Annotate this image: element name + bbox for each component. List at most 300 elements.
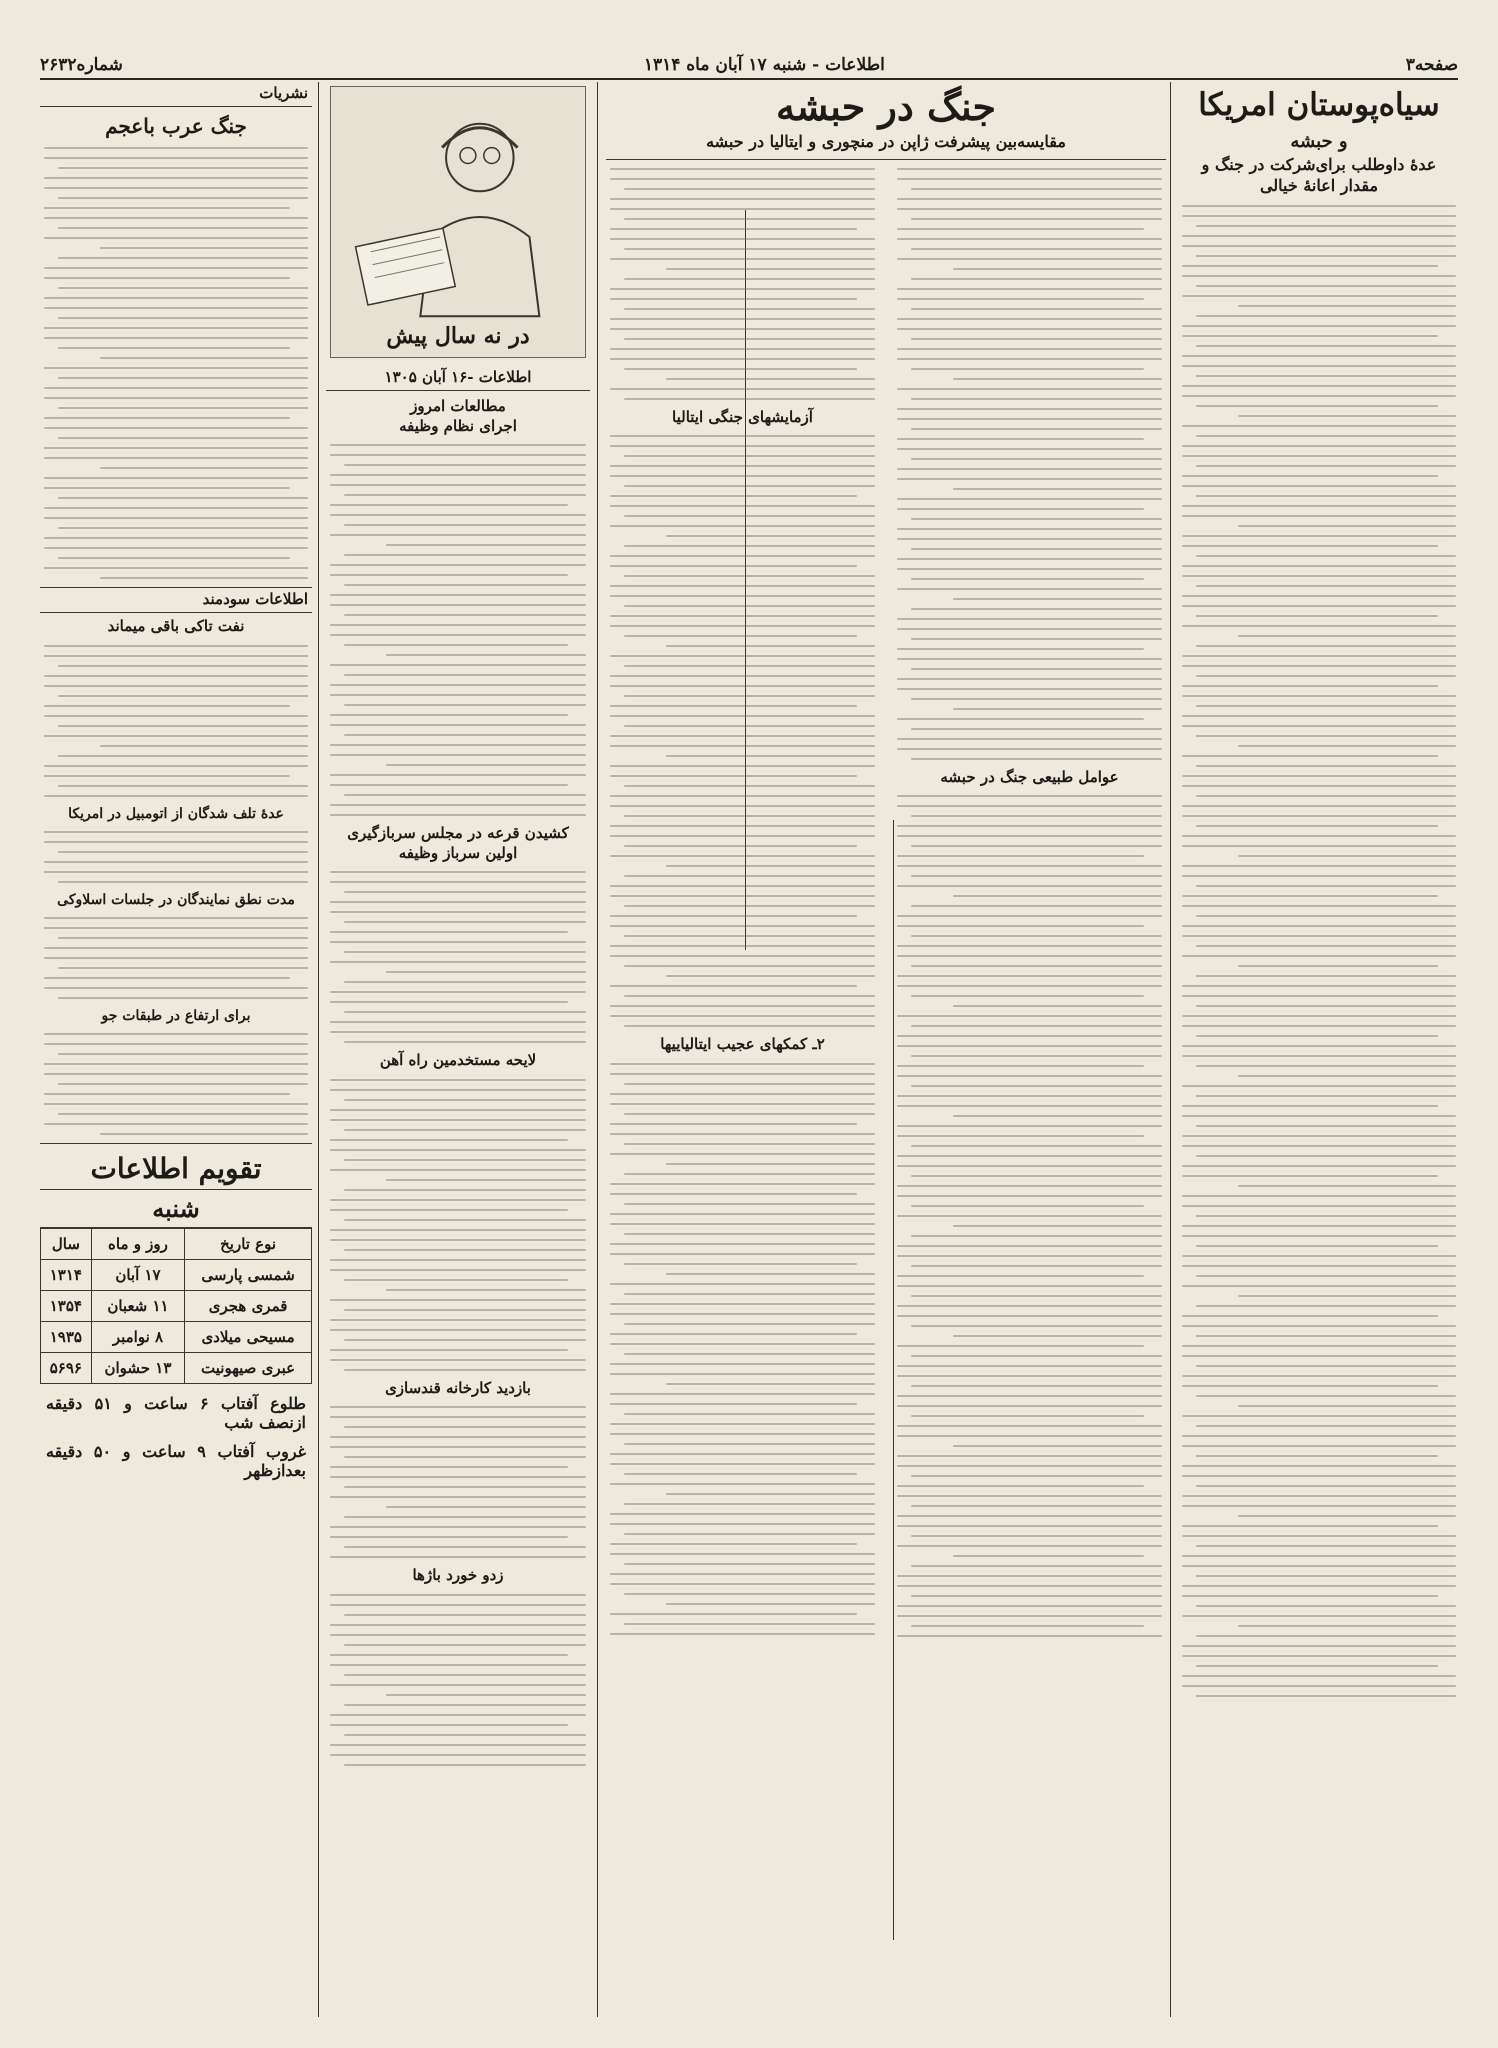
- text-line: [897, 648, 1144, 650]
- text-line: [344, 951, 586, 953]
- text-line: [330, 1466, 568, 1468]
- text-line: [330, 1654, 568, 1656]
- text-line: [1182, 1645, 1456, 1647]
- text-line: [344, 1309, 586, 1311]
- text-line: [624, 575, 875, 577]
- text-line: [330, 1079, 586, 1081]
- text-line: [610, 1253, 875, 1255]
- text-line: [666, 1273, 875, 1275]
- text-line: [897, 1435, 1162, 1437]
- text-line: [1196, 285, 1456, 287]
- text-line: [1196, 255, 1456, 257]
- text-line: [610, 585, 875, 587]
- text-line: [624, 1025, 875, 1027]
- text-line: [953, 378, 1162, 380]
- text-line: [1182, 685, 1438, 687]
- text-lines: [40, 1033, 312, 1135]
- text-line: [1196, 1455, 1438, 1457]
- text-line: [953, 1445, 1162, 1447]
- table-row: شمسی پارسی ۱۷ آبان ۱۳۱۴: [41, 1260, 312, 1291]
- calendar-title: تقویم اطلاعات: [90, 1152, 262, 1186]
- text-line: [1182, 1475, 1456, 1477]
- text-line: [610, 258, 875, 260]
- text-lines: [326, 1079, 590, 1371]
- section-label: اطلاعات سودمند: [40, 587, 312, 613]
- text-line: [330, 1556, 586, 1558]
- text-line: [911, 1175, 1162, 1177]
- text-line: [624, 785, 875, 787]
- text-line: [44, 387, 308, 389]
- article-title: سیاه‌پوستان امریکا: [1198, 87, 1440, 123]
- text-line: [953, 895, 1162, 897]
- text-line: [666, 1603, 875, 1605]
- text-line: [330, 1031, 586, 1033]
- text-line: [911, 1145, 1162, 1147]
- date-line: اطلاعات -۱۶ آبان ۱۳۰۵: [326, 366, 590, 391]
- publications-column: [40, 82, 312, 2017]
- text-line: [58, 851, 308, 853]
- text-line: [1196, 795, 1456, 797]
- text-line: [330, 754, 586, 756]
- text-line: [624, 1503, 875, 1505]
- text-line: [624, 965, 875, 967]
- text-line: [610, 1303, 875, 1305]
- text-line: [44, 735, 308, 737]
- text-line: [610, 238, 875, 240]
- text-line: [610, 945, 875, 947]
- sunrise-time: طلوع آفتاب ۶ ساعت و ۵۱ دقیقه ازنصف شب: [46, 1394, 306, 1433]
- text-line: [100, 357, 308, 359]
- text-line: [610, 925, 875, 927]
- text-line: [666, 268, 875, 270]
- text-line: [666, 1163, 875, 1165]
- text-line: [610, 1193, 857, 1195]
- calendar-day: شنبه: [40, 1189, 312, 1228]
- text-line: [1182, 865, 1456, 867]
- text-line: [44, 337, 308, 339]
- text-line: [1182, 1555, 1456, 1557]
- text-line: [330, 1714, 586, 1716]
- text-lines: [326, 871, 590, 1043]
- text-line: [897, 388, 1162, 390]
- text-line: [44, 947, 308, 949]
- text-line: [1196, 1125, 1456, 1127]
- text-line: [624, 995, 875, 997]
- text-line: [386, 654, 586, 656]
- text-line: [897, 805, 1162, 807]
- text-line: [897, 1465, 1162, 1467]
- text-line: [44, 685, 308, 687]
- text-line: [1196, 885, 1456, 887]
- text-line: [897, 1455, 1162, 1457]
- text-line: [330, 961, 586, 963]
- text-line: [897, 1545, 1162, 1547]
- text-line: [330, 1329, 586, 1331]
- text-line: [666, 975, 875, 977]
- text-line: [1196, 1605, 1456, 1607]
- text-line: [330, 744, 586, 746]
- text-line: [344, 1486, 586, 1488]
- text-line: [953, 598, 1162, 600]
- text-line: [624, 935, 875, 937]
- text-line: [1196, 495, 1456, 497]
- text-line: [610, 298, 857, 300]
- text-line: [666, 1383, 875, 1385]
- text-line: [1182, 1105, 1438, 1107]
- text-line: [1196, 1275, 1456, 1277]
- text-line: [1182, 1315, 1438, 1317]
- text-line: [610, 745, 875, 747]
- text-line: [58, 437, 308, 439]
- text-line: [610, 1063, 875, 1065]
- text-line: [610, 1343, 875, 1345]
- text-line: [897, 855, 1144, 857]
- text-line: [897, 318, 1162, 320]
- text-line: [330, 1684, 586, 1686]
- text-line: [330, 1744, 586, 1746]
- text-line: [897, 1125, 1162, 1127]
- text-line: [58, 377, 308, 379]
- text-line: [44, 1043, 308, 1045]
- text-line: [610, 915, 857, 917]
- text-line: [897, 1245, 1162, 1247]
- text-line: [386, 544, 586, 546]
- text-lines: [893, 168, 1166, 760]
- text-line: [58, 497, 308, 499]
- text-line: [344, 734, 586, 736]
- text-lines: [606, 1063, 879, 1635]
- text-line: [44, 987, 308, 989]
- text-line: [1182, 625, 1456, 627]
- text-line: [1196, 615, 1438, 617]
- text-line: [624, 1593, 875, 1595]
- page-number: صفحه۳: [1405, 55, 1458, 75]
- text-line: [610, 1433, 875, 1435]
- text-line: [1182, 1055, 1456, 1057]
- text-line: [610, 1613, 857, 1615]
- text-line: [1182, 1525, 1438, 1527]
- text-line: [1238, 1515, 1456, 1517]
- text-line: [610, 615, 875, 617]
- text-line: [897, 658, 1162, 660]
- text-line: [344, 524, 586, 526]
- text-line: [897, 1485, 1144, 1487]
- text-line: [624, 515, 875, 517]
- text-line: [330, 474, 586, 476]
- text-line: [897, 1135, 1144, 1137]
- text-line: [344, 464, 586, 466]
- text-line: [330, 1634, 586, 1636]
- text-line: [44, 277, 290, 279]
- text-line: [897, 1155, 1162, 1157]
- text-line: [44, 177, 308, 179]
- text-line: [610, 1583, 875, 1585]
- text-line: [610, 765, 875, 767]
- text-line: [44, 207, 290, 209]
- text-line: [344, 674, 586, 676]
- text-line: [624, 1263, 857, 1265]
- text-line: [610, 595, 875, 597]
- text-line: [44, 237, 308, 239]
- text-line: [1182, 1085, 1456, 1087]
- text-line: [330, 664, 586, 666]
- text-line: [44, 675, 308, 677]
- text-line: [666, 535, 875, 537]
- text-line: [610, 795, 875, 797]
- text-line: [911, 1505, 1162, 1507]
- text-line: [610, 835, 875, 837]
- text-line: [911, 1325, 1162, 1327]
- text-line: [1182, 475, 1438, 477]
- text-line: [610, 525, 875, 527]
- text-line: [330, 514, 586, 516]
- text-line: [897, 558, 1162, 560]
- text-line: [897, 538, 1162, 540]
- text-line: [911, 1595, 1162, 1597]
- text-line: [624, 845, 857, 847]
- text-line: [1238, 855, 1456, 857]
- text-line: [1182, 845, 1456, 847]
- text-line: [58, 755, 308, 757]
- calendar-box: [40, 1143, 312, 1480]
- text-line: [1182, 895, 1438, 897]
- text-line: [911, 338, 1162, 340]
- text-line: [897, 1495, 1162, 1497]
- text-line: [624, 725, 875, 727]
- text-line: [44, 977, 290, 979]
- text-line: [911, 428, 1162, 430]
- text-line: [344, 794, 586, 796]
- text-line: [897, 358, 1162, 360]
- text-line: [911, 728, 1162, 730]
- text-line: [344, 584, 586, 586]
- text-line: [44, 547, 308, 549]
- text-line: [330, 1149, 586, 1151]
- text-line: [897, 198, 1162, 200]
- text-line: [911, 815, 1162, 817]
- text-line: [610, 505, 875, 507]
- text-line: [58, 407, 308, 409]
- text-line: [624, 1113, 875, 1115]
- text-lines: [40, 917, 312, 999]
- text-line: [44, 517, 308, 519]
- text-line: [1238, 1625, 1456, 1627]
- text-line: [610, 1543, 857, 1545]
- text-line: [911, 905, 1162, 907]
- text-line: [624, 368, 857, 370]
- text-line: [610, 1403, 857, 1405]
- section-heading: آزمایشهای جنگی ایتالیا: [672, 407, 813, 426]
- text-line: [1196, 975, 1456, 977]
- text-line: [624, 1083, 875, 1085]
- text-line: [330, 911, 586, 913]
- text-line: [1182, 325, 1456, 327]
- text-line: [897, 885, 1162, 887]
- text-line: [1182, 755, 1438, 757]
- text-line: [610, 685, 875, 687]
- text-line: [897, 1035, 1162, 1037]
- text-line: [610, 445, 875, 447]
- text-line: [330, 694, 586, 696]
- text-line: [330, 1139, 568, 1141]
- text-line: [1182, 545, 1438, 547]
- text-line: [44, 267, 308, 269]
- text-line: [897, 795, 1162, 797]
- nine-years-ago-column: [326, 82, 590, 2017]
- text-line: [386, 764, 586, 766]
- text-line: [624, 1353, 875, 1355]
- text-line: [610, 1573, 875, 1575]
- text-line: [911, 278, 1162, 280]
- text-line: [44, 861, 308, 863]
- text-line: [911, 698, 1162, 700]
- text-line: [610, 1633, 875, 1635]
- text-line: [58, 1053, 308, 1055]
- text-lines: [893, 795, 1166, 1637]
- text-line: [58, 347, 290, 349]
- text-line: [1182, 385, 1456, 387]
- text-line: [610, 715, 875, 717]
- text-line: [44, 927, 308, 929]
- section-heading: اجرای نظام وظیفه: [399, 416, 517, 435]
- text-line: [897, 298, 1144, 300]
- text-line: [1182, 575, 1456, 577]
- text-line: [344, 1129, 586, 1131]
- text-line: [330, 784, 568, 786]
- text-line: [911, 1355, 1162, 1357]
- text-line: [58, 665, 308, 667]
- masthead-date: اطلاعات - شنبه ۱۷ آبان ماه ۱۳۱۴: [643, 55, 885, 75]
- text-line: [624, 905, 875, 907]
- text-line: [58, 967, 308, 969]
- text-line: [897, 748, 1162, 750]
- text-line: [624, 1563, 875, 1565]
- text-line: [1182, 815, 1456, 817]
- text-line: [1182, 1045, 1456, 1047]
- text-line: [330, 594, 586, 596]
- text-line: [610, 1133, 875, 1135]
- text-line: [610, 1243, 875, 1245]
- text-lines: [40, 831, 312, 883]
- text-line: [610, 1333, 857, 1335]
- text-line: [624, 545, 875, 547]
- text-line: [666, 1493, 875, 1495]
- column-illustration: [330, 86, 586, 358]
- text-line: [344, 1426, 586, 1428]
- text-line: [330, 504, 568, 506]
- text-line: [624, 248, 875, 250]
- section-heading: عدهٔ تلف شدگان از اتومبیل در امریکا: [68, 805, 284, 822]
- text-line: [330, 1239, 586, 1241]
- text-line: [344, 704, 586, 706]
- text-line: [610, 1183, 875, 1185]
- text-line: [911, 1205, 1144, 1207]
- text-line: [330, 1169, 586, 1171]
- text-line: [897, 1345, 1144, 1347]
- section-label: نشریات: [40, 82, 312, 107]
- text-line: [911, 845, 1162, 847]
- text-line: [344, 1041, 586, 1043]
- text-line: [1238, 305, 1456, 307]
- text-line: [897, 1635, 1162, 1637]
- text-line: [624, 1143, 875, 1145]
- text-line: [1196, 825, 1438, 827]
- text-line: [1182, 355, 1456, 357]
- text-line: [1196, 1005, 1456, 1007]
- text-line: [897, 1195, 1162, 1197]
- text-line: [897, 955, 1162, 957]
- column-rule: [1170, 82, 1171, 2017]
- text-line: [610, 208, 875, 210]
- text-line: [344, 554, 586, 556]
- text-line: [1182, 1325, 1456, 1327]
- text-line: [1182, 715, 1456, 717]
- section-heading: لایحه مستخدمین راه آهن: [379, 1051, 537, 1069]
- text-line: [1182, 655, 1456, 657]
- text-line: [897, 975, 1162, 977]
- text-line: [1196, 645, 1456, 647]
- text-line: [344, 1704, 586, 1706]
- text-line: [1196, 1635, 1456, 1637]
- text-line: [610, 1005, 875, 1007]
- text-line: [624, 605, 875, 607]
- text-line: [1182, 1235, 1456, 1237]
- text-line: [610, 1153, 875, 1155]
- text-line: [44, 1103, 308, 1105]
- text-line: [610, 178, 875, 180]
- text-line: [897, 498, 1162, 500]
- text-line: [1238, 1295, 1456, 1297]
- text-line: [1182, 205, 1456, 207]
- text-line: [44, 447, 308, 449]
- article-deck: عدهٔ داوطلب برای‌شرکت در جنگ و مقدار اعانهٔ خیالی: [1201, 155, 1437, 196]
- text-line: [1196, 585, 1456, 587]
- text-line: [44, 147, 308, 149]
- text-line: [330, 634, 586, 636]
- article-subtitle: و حبشه: [1290, 131, 1348, 153]
- text-line: [1182, 1265, 1456, 1267]
- text-line: [897, 168, 1162, 170]
- text-line: [1196, 675, 1456, 677]
- text-line: [44, 705, 290, 707]
- text-line: [610, 885, 875, 887]
- text-line: [330, 534, 586, 536]
- text-line: [1196, 555, 1456, 557]
- text-lines: [326, 444, 590, 816]
- text-line: [330, 454, 586, 456]
- text-line: [330, 1526, 586, 1528]
- text-line: [44, 715, 308, 717]
- text-line: [330, 444, 586, 446]
- text-line: [44, 795, 308, 797]
- text-line: [344, 921, 586, 923]
- text-line: [897, 328, 1162, 330]
- text-line: [1182, 725, 1456, 727]
- text-line: [1182, 565, 1456, 567]
- text-line: [330, 564, 586, 566]
- text-line: [911, 218, 1162, 220]
- text-line: [1182, 1565, 1456, 1567]
- text-line: [344, 981, 586, 983]
- text-line: [1182, 1385, 1438, 1387]
- text-line: [1182, 605, 1456, 607]
- text-line: [344, 1099, 586, 1101]
- text-line: [897, 1185, 1162, 1187]
- text-line: [911, 248, 1162, 250]
- text-line: [1182, 1115, 1456, 1117]
- text-line: [330, 1594, 586, 1596]
- text-line: [1182, 1535, 1456, 1537]
